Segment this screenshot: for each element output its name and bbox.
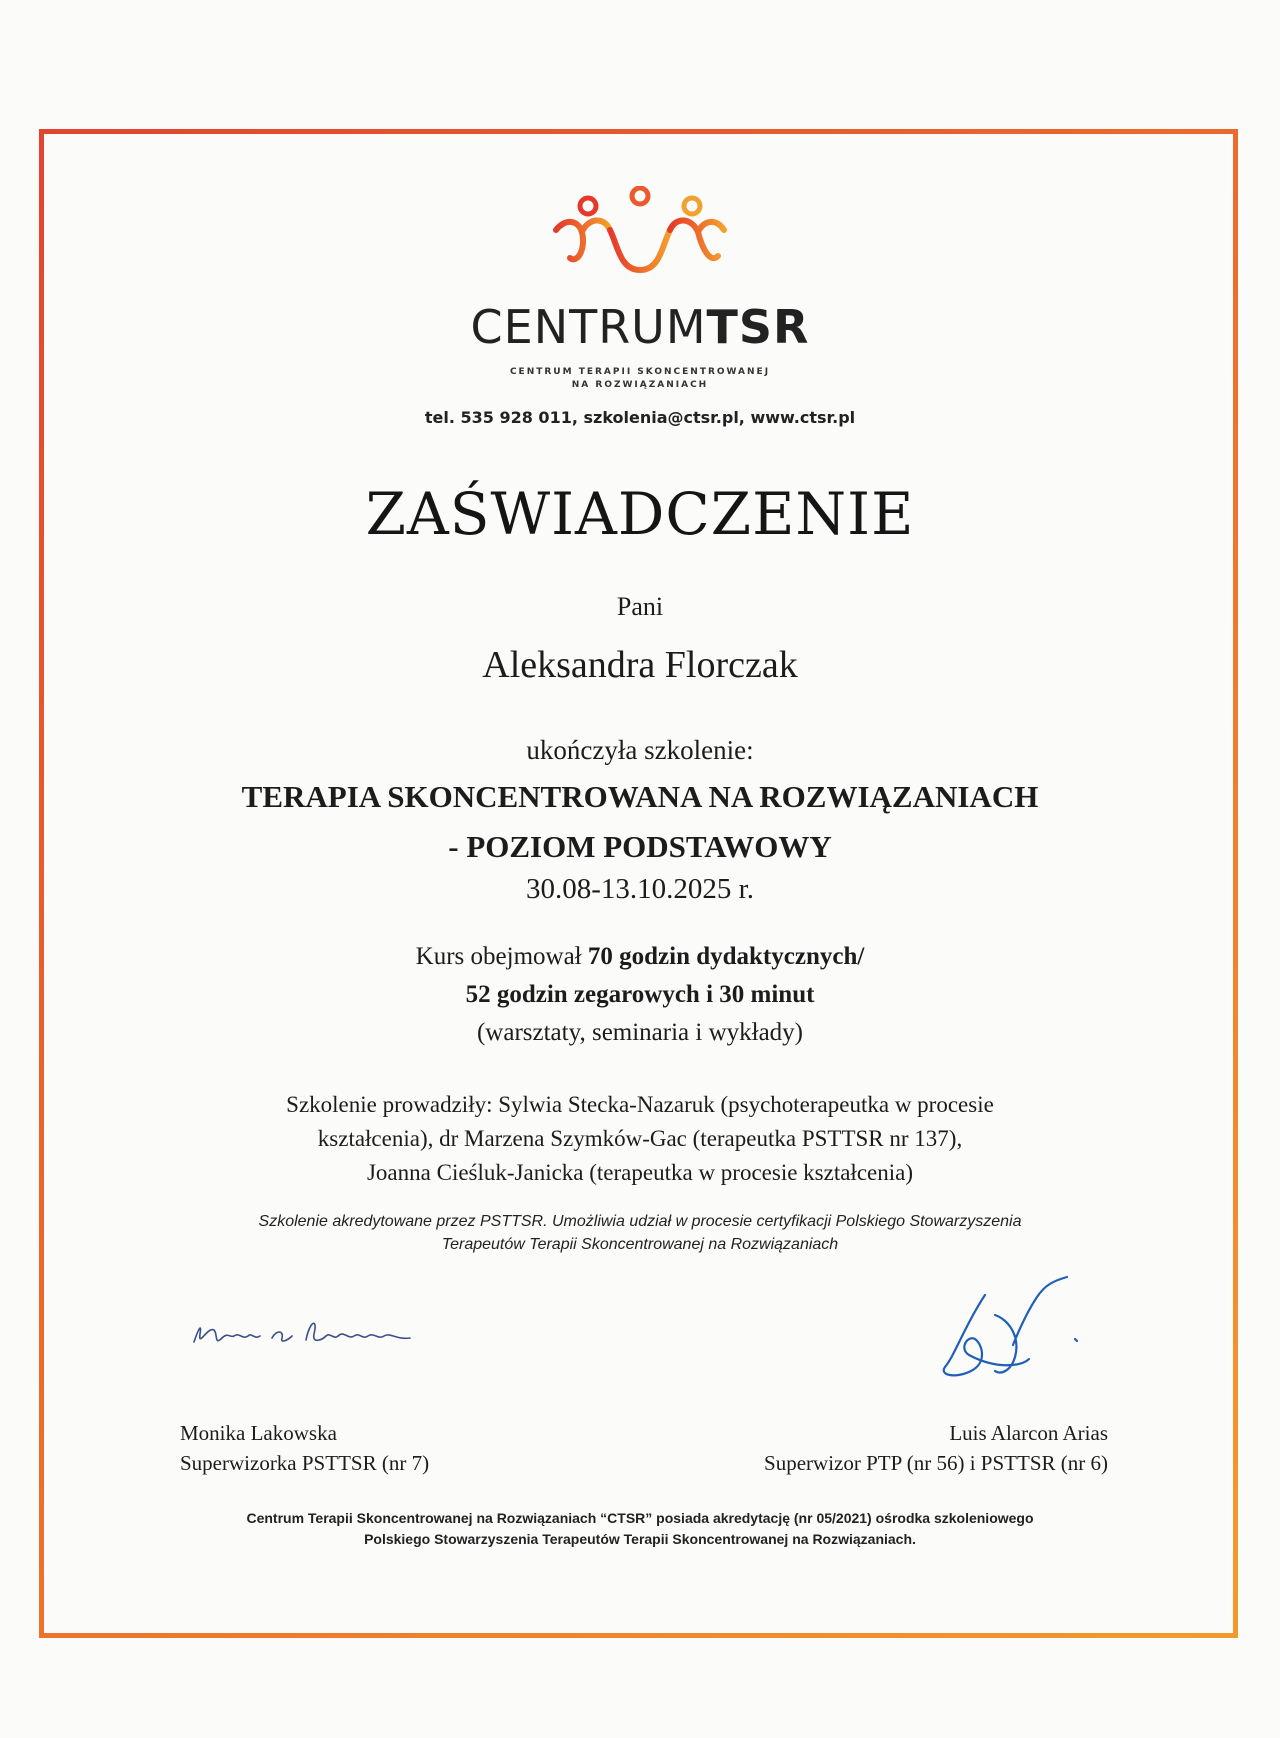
signatory-right-role: Superwizor PTP (nr 56) i PSTTSR (nr 6) [764,1451,1108,1475]
signatory-left-name: Monika Lakowska [180,1421,337,1445]
page-title: ZAŚWIADCZENIE [365,480,915,548]
signatory-left-role: Superwizorka PSTTSR (nr 7) [180,1451,430,1475]
contact-line: tel. 535 928 011, szkolenia@ctsr.pl, www.ctsr.pl [424,408,856,427]
three-people-logo-icon [548,186,732,278]
course-dates: 30.08-13.10.2025 r. [526,873,754,905]
signature-left [188,1300,418,1360]
signatory-right-name: Luis Alarcon Arias [949,1421,1108,1445]
completed-text: ukończyła szkolenie: [526,735,754,765]
recipient-name: Aleksandra Florczak [482,644,798,686]
salutation: Pani [616,592,664,621]
course-title: TERAPIA SKONCENTROWANA NA ROZWIĄZANIACH - POZIOM PODSTAWOWY [241,779,1039,864]
signatory-right [764,1418,1108,1478]
brand-subtitle: CENTRUM TERAPII SKONCENTROWANEJ NA ROZWIĄZANIACH [509,367,771,390]
course-hours: Kurs obejmował 70 godzin dydaktycznych/ 52 godzin zegarowych i 30 minut (warsztaty, seminaria i wykłady) [415,943,865,1046]
signature-right [925,1275,1095,1390]
brand-name: CENTRUMTSR [470,300,810,354]
signatory-left [180,1418,429,1478]
accreditation-note: Szkolenie akredytowane przez PSTTSR. Umożliwia udział w procesie certyfikacji Polskiego Stowarzyszenia Terapeutów Terapii Skoncentrowanej na Rozwiązaniach [258,1213,1022,1253]
trainers-text: Szkolenie prowadziły: Sylwia Stecka-Nazaruk (psychoterapeutka w procesie kształcenia), dr Marzena Szymków-Gac (terapeutka PSTTSR nr 137), Joanna Cieśluk-Janicka (terapeutka w procesie kształcenia) [286,1092,994,1185]
footer-note: Centrum Terapii Skoncentrowanej na Rozwiązaniach “CTSR” posiada akredytację (nr 05/2021) ośrodka szkoleniowego Polskiego Stowarzyszenia Terapeutów Terapii Skoncentrowanej na Rozwiązaniach. [246,1510,1034,1547]
